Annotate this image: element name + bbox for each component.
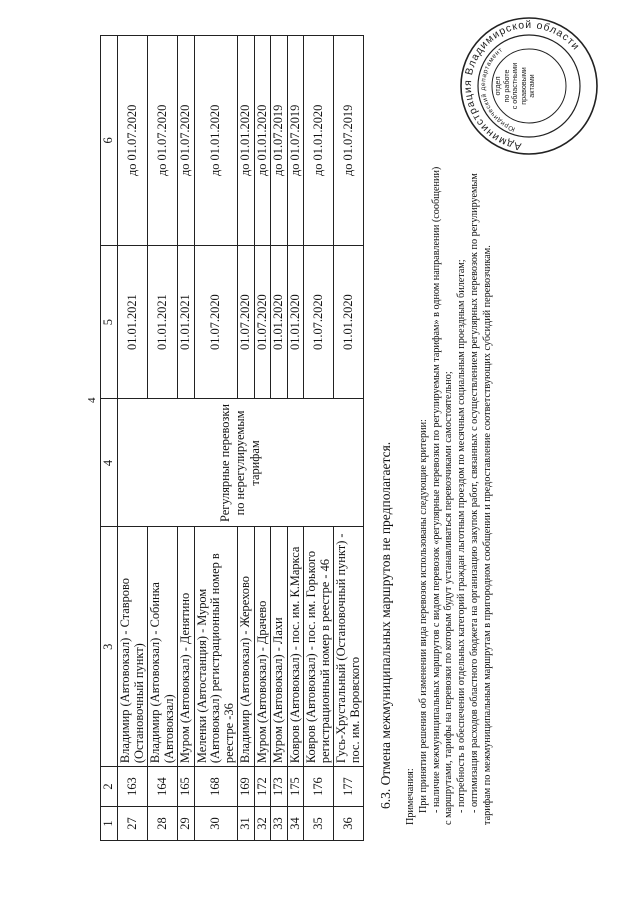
route-number: 168 xyxy=(194,767,238,807)
svg-text:Администрация Владимирской обл: Администрация Владимирской области xyxy=(461,18,583,153)
route-name: Муром (Автовокзал) - Денятино xyxy=(178,527,195,767)
route-number: 169 xyxy=(238,767,255,807)
route-name: Ковров (Автовокзал) - пос. им. Горького регистрационный номер в реестре - 46 xyxy=(304,527,334,767)
header-cell: 6 xyxy=(101,36,118,246)
section-title: 6.3. Отмена межмуниципальных маршрутов не предполагается. xyxy=(378,441,393,809)
route-number: 175 xyxy=(287,767,304,807)
change-date: 01.07.2020 xyxy=(304,245,334,399)
deadline-date: до 01.07.2019 xyxy=(334,36,364,246)
transport-type: Регулярные перевозки по нерегулируемым тарифам xyxy=(118,399,364,527)
table-row xyxy=(118,36,148,841)
notes-title: Примечания: xyxy=(405,768,416,825)
change-date: 01.01.2020 xyxy=(287,245,304,399)
row-number: 29 xyxy=(178,807,195,841)
route-name: Ковров (Автовокзал) - пос. им. К.Маркса xyxy=(287,527,304,767)
header-cell: 2 xyxy=(101,767,118,807)
row-number: 36 xyxy=(334,807,364,841)
route-name: Владимир (Автовокзал) - Собинка (Автовокзал) xyxy=(148,527,178,767)
stamp-inner-text xyxy=(494,56,537,116)
note-item: - наличие межмуниципальных маршрутов с видом перевозок «регулярные перевозки по регулируемым тарифам» в одном направлении (сообщении) xyxy=(430,166,442,813)
row-number: 27 xyxy=(118,807,148,841)
route-number: 165 xyxy=(178,767,195,807)
svg-text:Юридический департамент: Юридический департамент xyxy=(479,46,517,133)
note-item: тарифам по межмуниципальным маршрутам в пригородном сообщении и предоставление соответствующих субсидий перевозчикам. xyxy=(481,245,493,825)
note-item: с маршрутами, тарифы на перевозки по которым будут устанавливаться перевозчиками самостоятельно; xyxy=(443,371,455,825)
header-cell: 5 xyxy=(101,245,118,399)
route-name: Гусь-Хрустальный (Остановочный пункт) - пос. им. Воровского xyxy=(334,527,364,767)
deadline-date: до 01.01.2020 xyxy=(304,36,334,246)
deadline-date: до 01.07.2020 xyxy=(148,36,178,246)
stamp-line: актами xyxy=(527,74,537,98)
route-number: 173 xyxy=(271,767,288,807)
change-date: 01.01.2021 xyxy=(178,245,195,399)
route-name: Меленки (Автостанция) - Муром (Автовокзал) регистрационный номер в реестре -36 xyxy=(194,527,238,767)
deadline-date: до 01.01.2020 xyxy=(254,36,271,246)
row-number: 33 xyxy=(271,807,288,841)
page-number: 4 xyxy=(86,397,98,403)
deadline-date: до 01.01.2020 xyxy=(238,36,255,246)
row-number: 28 xyxy=(148,807,178,841)
table-header-row xyxy=(101,36,118,841)
route-name: Владимир (Автовокзал) - Жерехово xyxy=(238,527,255,767)
stamp-line: правовыми xyxy=(518,67,528,105)
notes-intro: При принятии решения об изменении вида перевозок использованы следующие критерии: xyxy=(417,419,429,813)
header-cell: 4 xyxy=(101,399,118,527)
row-number: 32 xyxy=(254,807,271,841)
deadline-date: до 01.07.2020 xyxy=(118,36,148,246)
route-number: 164 xyxy=(148,767,178,807)
header-cell: 1 xyxy=(101,807,118,841)
route-name: Владимир (Автовокзал) - Ставрово (Остановочный пункт) xyxy=(118,527,148,767)
note-item: - потребность в обеспечении отдельных категорий граждан льготным проездом по месячным социальным проездным билетам; xyxy=(456,259,468,813)
change-date: 01.07.2020 xyxy=(254,245,271,399)
change-date: 01.07.2020 xyxy=(194,245,238,399)
route-number: 163 xyxy=(118,767,148,807)
change-date: 01.07.2020 xyxy=(238,245,255,399)
header-cell: 3 xyxy=(101,527,118,767)
route-name: Муром (Автовокзал) - Лахи xyxy=(271,527,288,767)
row-number: 35 xyxy=(304,807,334,841)
official-stamp xyxy=(458,15,600,157)
deadline-date: до 01.07.2019 xyxy=(287,36,304,246)
deadline-date: до 01.07.2019 xyxy=(271,36,288,246)
row-number: 31 xyxy=(238,807,255,841)
routes-table xyxy=(100,35,364,841)
route-number: 176 xyxy=(304,767,334,807)
change-date: 01.01.2020 xyxy=(271,245,288,399)
change-date: 01.01.2021 xyxy=(148,245,178,399)
change-date: 01.01.2021 xyxy=(118,245,148,399)
note-item: - оптимизация расходов областного бюджета на организацию закупок работ, связанных с осуществлением регулярных перевозок по регулируемым xyxy=(468,173,480,813)
route-name: Муром (Автовокзал) - Драчево xyxy=(254,527,271,767)
change-date: 01.01.2020 xyxy=(334,245,364,399)
deadline-date: до 01.01.2020 xyxy=(194,36,238,246)
deadline-date: до 01.07.2020 xyxy=(178,36,195,246)
stamp-line: с областными xyxy=(510,62,520,110)
route-number: 172 xyxy=(254,767,271,807)
stamp-line: отдел xyxy=(493,76,502,96)
row-number: 34 xyxy=(287,807,304,841)
route-number: 177 xyxy=(334,767,364,807)
row-number: 30 xyxy=(194,807,238,841)
stamp-line: по работе xyxy=(501,69,511,103)
